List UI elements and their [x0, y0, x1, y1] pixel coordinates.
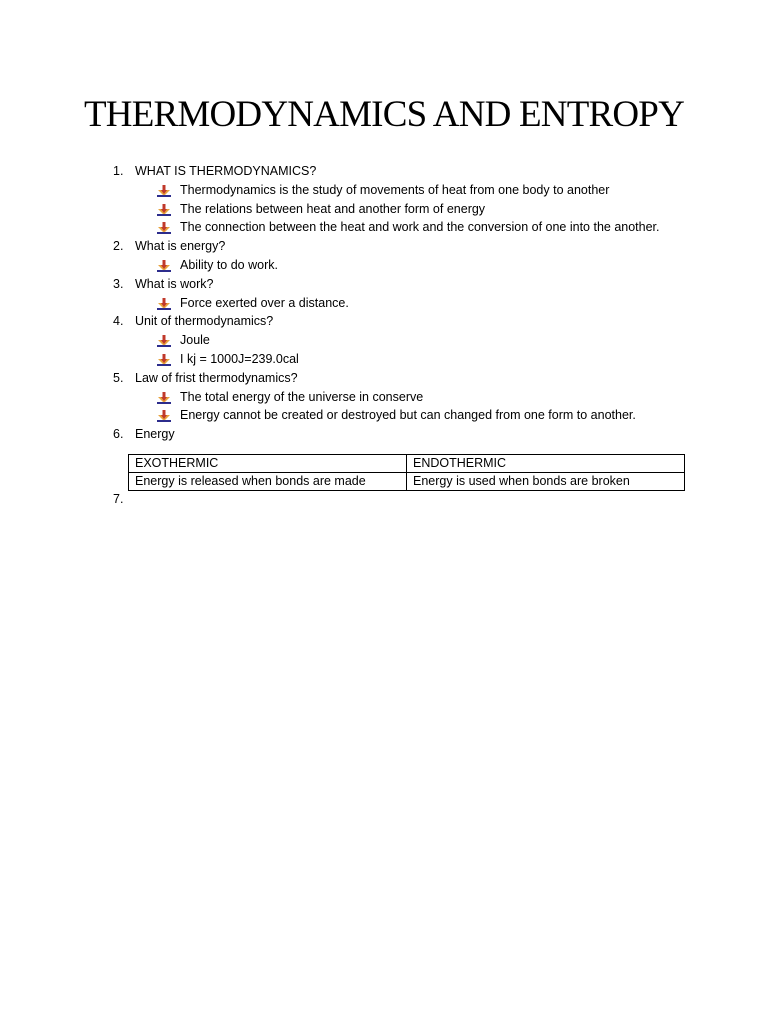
item-number: 7.	[113, 491, 124, 506]
bullet-text: Force exerted over a distance.	[180, 295, 349, 310]
bullet-item	[0, 388, 768, 407]
page-title: THERMODYNAMICS AND ENTROPY	[83, 94, 685, 135]
numbered-list	[0, 162, 768, 509]
item-number: 2.	[113, 239, 124, 254]
table-row	[129, 472, 685, 490]
arrow-down-bullet-icon	[157, 222, 171, 234]
list-item	[0, 369, 768, 388]
arrow-down-bullet-icon	[157, 204, 171, 216]
arrow-down-bullet-icon	[157, 298, 171, 310]
item-number: 1.	[113, 164, 124, 178]
arrow-down-bullet-icon	[157, 185, 171, 197]
arrow-down-bullet-icon	[157, 392, 171, 404]
bullet-text: I kj = 1000J=239.0cal	[180, 351, 299, 366]
item-number: 4.	[113, 314, 124, 329]
bullet-text: Thermodynamics is the study of movements of heat from one body to another	[180, 182, 610, 197]
bullet-item	[0, 218, 768, 237]
bullet-text: Ability to do work.	[180, 257, 278, 272]
item-question: Unit of thermodynamics?	[135, 314, 274, 329]
item-number: 3.	[113, 276, 124, 291]
bullet-text: The total energy of the universe in conserve	[180, 389, 424, 404]
item-question: What is work?	[135, 276, 214, 291]
energy-table-container	[0, 444, 768, 490]
table-cell: Energy is released when bonds are made	[129, 472, 407, 490]
list-item	[0, 490, 768, 509]
item-question: Law of frist thermodynamics?	[135, 370, 298, 385]
item-number: 5.	[113, 370, 124, 385]
list-item	[0, 237, 768, 256]
arrow-down-bullet-icon	[157, 354, 171, 366]
arrow-down-bullet-icon	[157, 335, 171, 347]
item-question: What is energy?	[135, 239, 226, 254]
item-question: WHAT IS THERMODYNAMICS?	[135, 164, 317, 178]
energy-table	[128, 454, 685, 491]
bullet-item	[0, 200, 768, 219]
bullet-text: The connection between the heat and work and the conversion of one into the another.	[180, 220, 660, 235]
list-item	[0, 162, 768, 181]
bullet-item	[0, 406, 768, 425]
arrow-down-bullet-icon	[157, 410, 171, 422]
bullet-item	[0, 181, 768, 200]
list-item	[0, 275, 768, 294]
bullet-item	[0, 350, 768, 369]
arrow-down-bullet-icon	[157, 260, 171, 272]
table-header-cell: EXOTHERMIC	[129, 454, 407, 472]
item-number: 6.	[113, 427, 124, 442]
item-question: Energy	[135, 427, 175, 442]
list-item	[0, 425, 768, 444]
bullet-text: Energy cannot be created or destroyed but can changed from one form to another.	[180, 408, 636, 423]
bullet-item	[0, 256, 768, 275]
bullet-item	[0, 331, 768, 350]
bullet-item	[0, 294, 768, 313]
table-cell: Energy is used when bonds are broken	[407, 472, 685, 490]
table-header-row	[129, 454, 685, 472]
list-item	[0, 312, 768, 331]
table-header-cell: ENDOTHERMIC	[407, 454, 685, 472]
bullet-text: Joule	[180, 333, 210, 348]
bullet-text: The relations between heat and another form of energy	[180, 201, 486, 216]
